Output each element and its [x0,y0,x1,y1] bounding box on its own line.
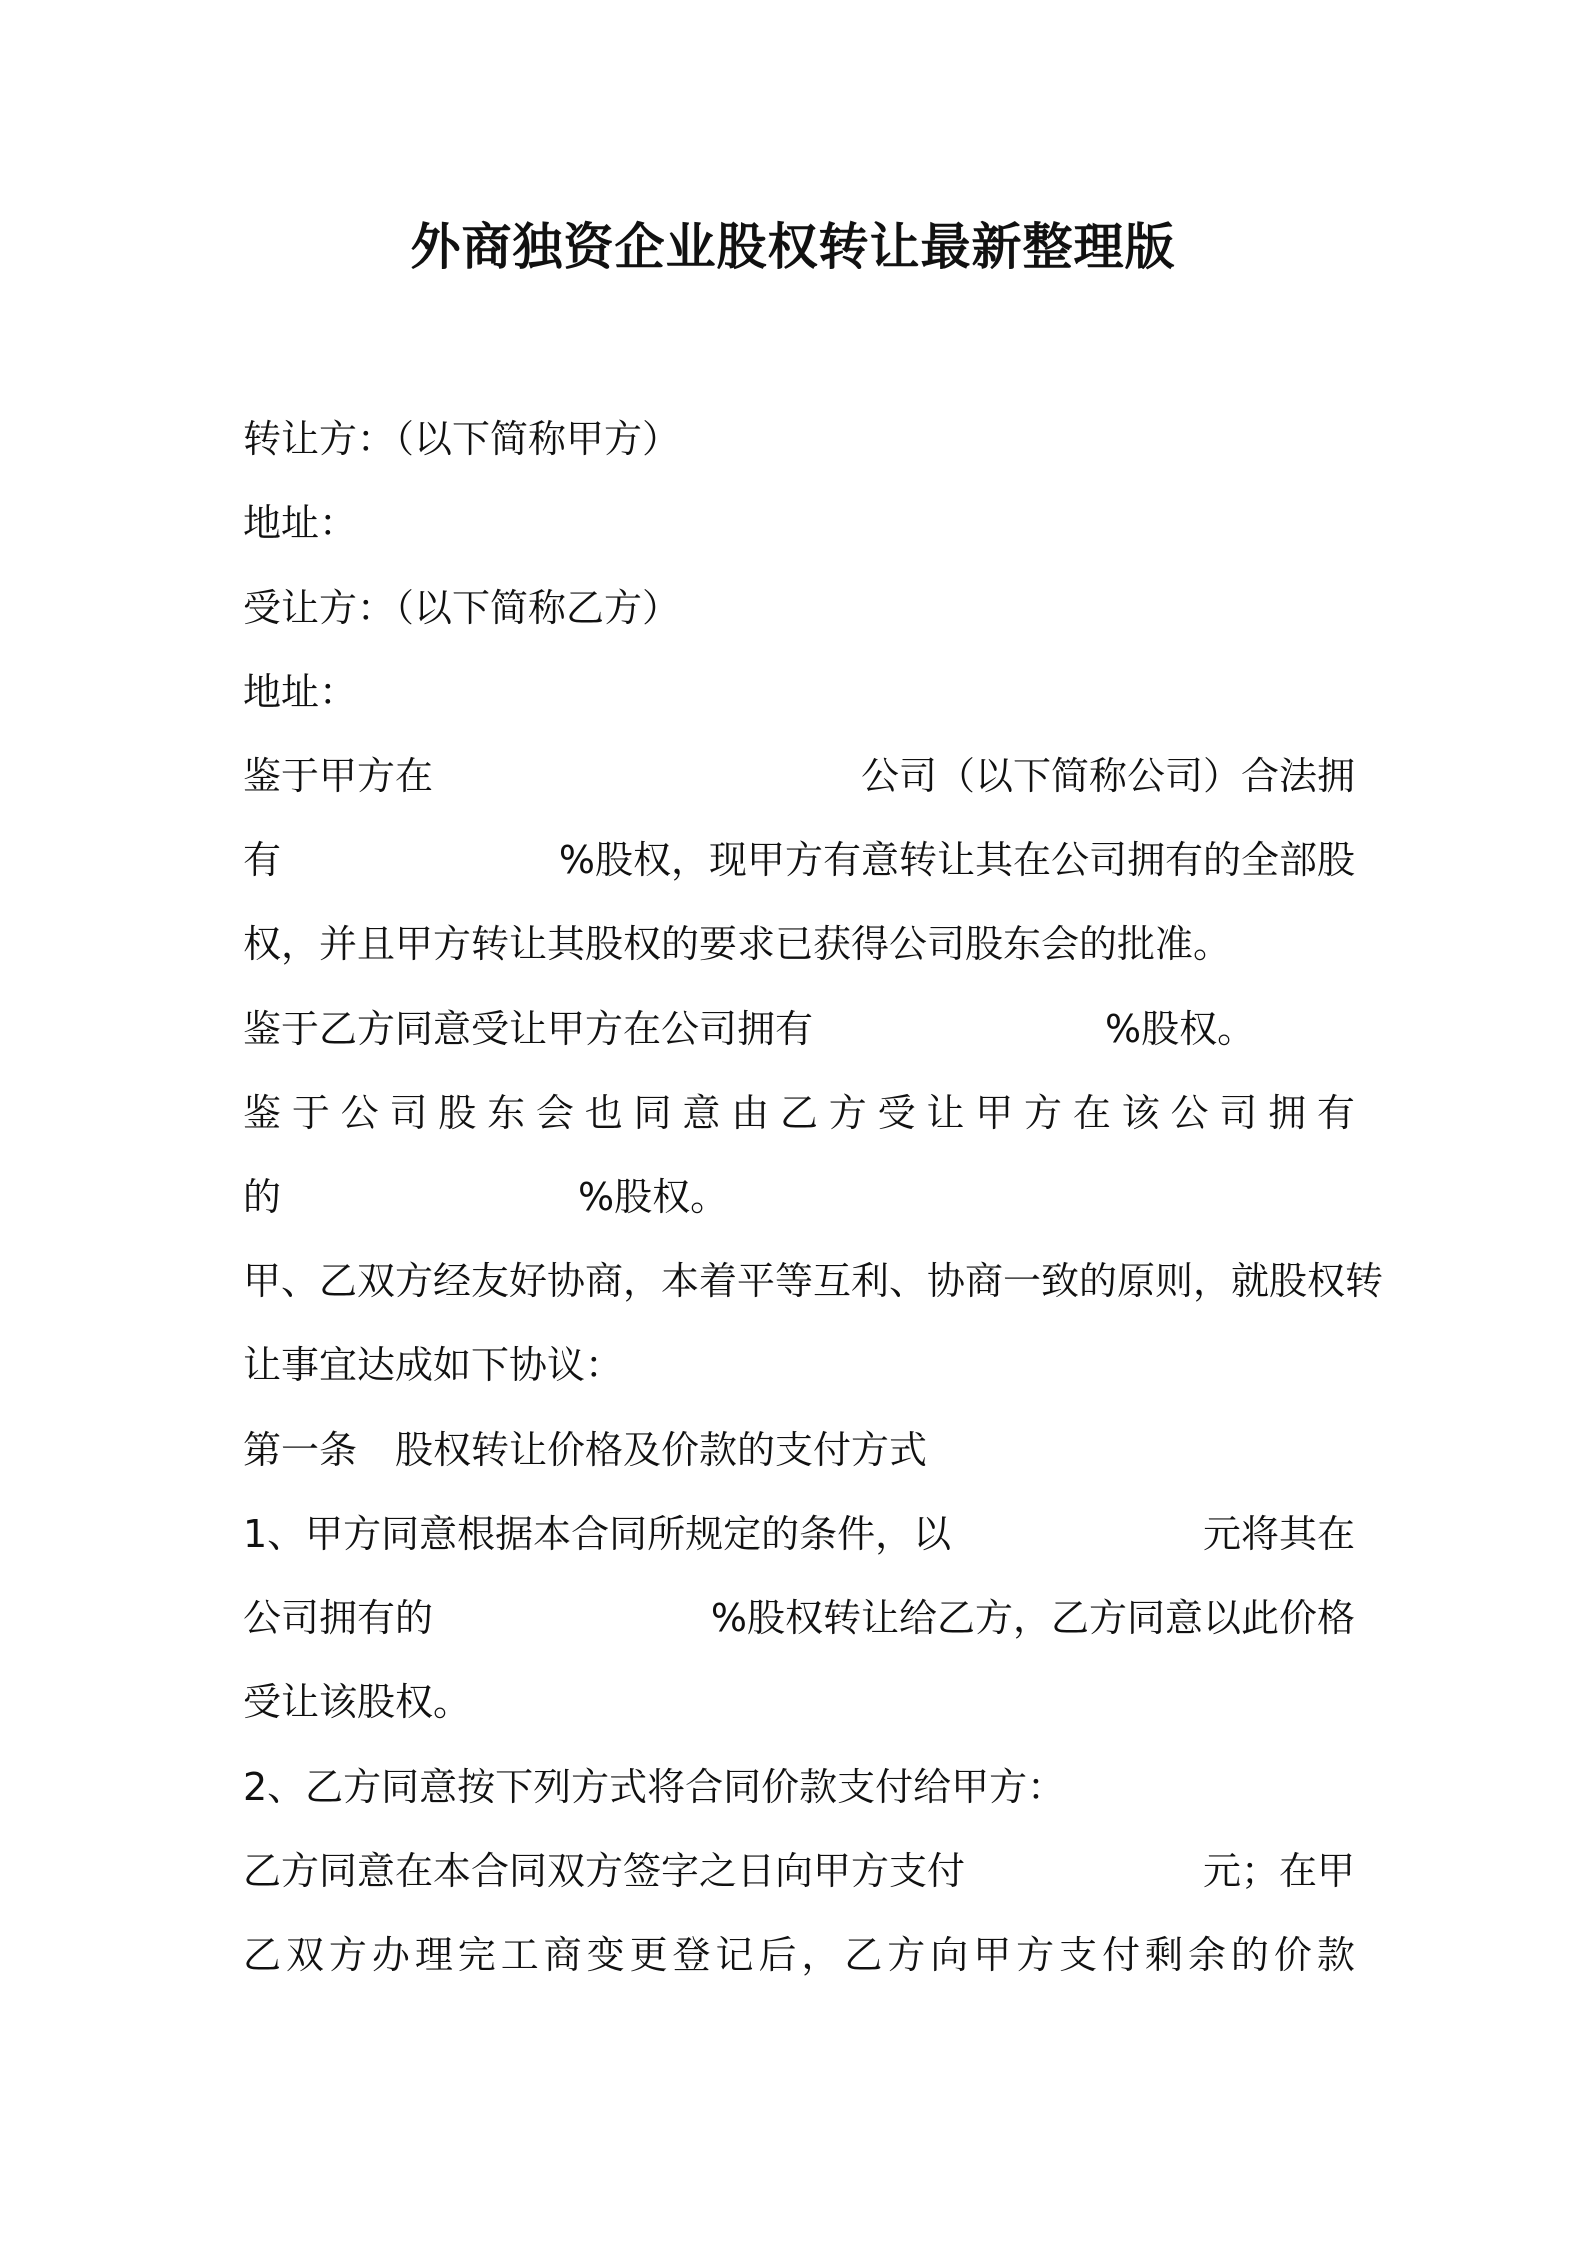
whereas-2-line [243,1001,1355,1057]
clause-2-line [243,1759,1355,1815]
whereas-1-have: 有 [243,838,282,882]
payment-remaining: 乙 双 方 办 理 完 工 商 变 更 登 记 后 ， 乙 方 向 甲 方 支 付 剩 余 的 价 款 [243,1933,1355,1977]
payment-text: 乙方同意在本合同双方签字之日向甲方支付 [243,1849,966,1893]
article-1-heading [243,1422,1355,1478]
whereas-1-prefix: 鉴于甲方在 [243,754,434,798]
whereas-1-percent: %股权，现甲方有意转让其在公司拥有的全部股 [558,838,1355,882]
whereas-1-line-3 [243,916,1355,972]
clause-1-line-1 [243,1506,1355,1562]
whereas-3-line-2 [243,1169,1355,1225]
clause-1-text: 1、甲方同意根据本合同所规定的条件，以 [243,1512,952,1556]
whereas-3-text: 鉴 于 公 司 股 东 会 也 同 意 由 乙 方 受 让 甲 方 在 该 公 司 拥 有 [243,1091,1355,1135]
page-title: 外商独资企业股权转让最新整理版 [410,218,1176,276]
transferor-address-line [243,495,1355,551]
agreement-line-2 [243,1337,1355,1393]
agreement-text-1: 甲、乙双方经友好协商，本着平等互利、协商一致的原则，就股权转 [243,1259,1384,1303]
whereas-3-line-1 [243,1085,1355,1141]
clause-1-line-3 [243,1674,1355,1730]
whereas-3-of: 的 [243,1175,282,1219]
clause-1-percent: %股权转让给乙方，乙方同意以此价格 [710,1596,1355,1640]
payment-line-1 [243,1843,1355,1899]
payment-yuan: 元；在甲 [1202,1849,1355,1893]
agreement-text-2: 让事宜达成如下协议： [243,1343,624,1387]
whereas-3-percent: %股权。 [578,1175,729,1219]
payment-line-2 [243,1927,1355,1983]
article-1-text: 第一条 股权转让价格及价款的支付方式 [243,1428,928,1472]
whereas-2-text: 鉴于乙方同意受让甲方在公司拥有 [243,1007,814,1051]
whereas-1-approval: 权，并且甲方转让其股权的要求已获得公司股东会的批准。 [243,922,1232,966]
transferee-address-line [243,664,1355,720]
transferor-address-text: 地址： [243,501,358,545]
transferee-text: 受让方：（以下简称乙方） [243,586,681,630]
transferee-line [243,580,1355,636]
transferee-address-text: 地址： [243,670,358,714]
agreement-line-1 [243,1253,1384,1309]
whereas-2-percent: %股权。 [1105,1007,1256,1051]
clause-2-text: 2、乙方同意按下列方式将合同价款支付给甲方： [243,1765,1066,1809]
transferor-line [243,411,1355,467]
whereas-1-line-2 [243,832,1355,888]
whereas-1-line-1 [243,748,1355,804]
whereas-1-company: 公司（以下简称公司）合法拥 [860,754,1355,798]
clause-1-line-2 [243,1590,1355,1646]
clause-1-accept: 受让该股权。 [243,1680,472,1724]
clause-1-yuan: 元将其在 [1202,1512,1355,1556]
clause-1-company-owned: 公司拥有的 [243,1596,434,1640]
transferor-text: 转让方：（以下简称甲方） [243,417,681,461]
